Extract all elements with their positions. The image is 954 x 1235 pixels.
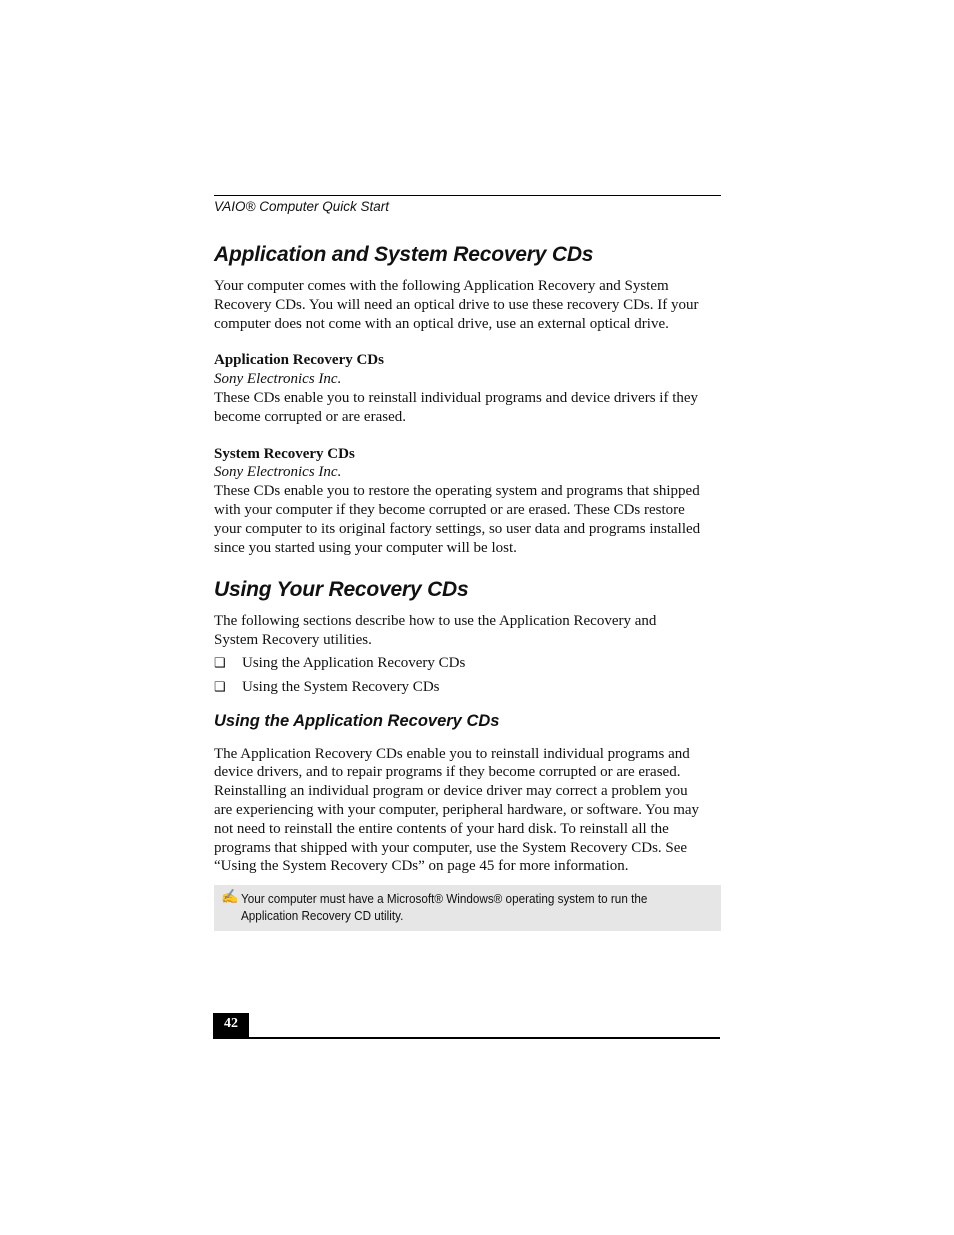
text-line: computer does not come with an optical drive, use an external optical drive. xyxy=(214,315,669,332)
entry-publisher: Sony Electronics Inc. xyxy=(214,371,342,388)
list-item-text: Using the Application Recovery CDs xyxy=(242,654,466,671)
note-line: Application Recovery CD utility. xyxy=(240,908,404,924)
text-line: with your computer if they become corrupted or are erased. These CDs restore xyxy=(214,501,685,518)
page-footer xyxy=(213,1013,720,1039)
checkbox-bullet-icon: ❑ xyxy=(214,678,226,694)
text-line: become corrupted or are erased. xyxy=(214,408,406,425)
text-line: not need to reinstall the entire contents of your hard disk. To reinstall all the xyxy=(214,820,669,837)
section1-intro xyxy=(214,277,721,333)
page-number: 42 xyxy=(213,1013,249,1037)
entry-title: Application Recovery CDs xyxy=(214,352,384,369)
text-line: The following sections describe how to use the Application Recovery and xyxy=(214,613,657,630)
note-pencil-icon: ✍ xyxy=(221,890,239,906)
text-line: “Using the System Recovery CDs” on page 45 for more information. xyxy=(214,858,629,875)
header-rule xyxy=(214,195,721,196)
page-content xyxy=(214,195,721,931)
text-line: since you started using your computer will be lost. xyxy=(214,539,517,556)
system-recovery-entry xyxy=(214,445,721,558)
text-line: The Application Recovery CDs enable you to reinstall individual programs and xyxy=(214,745,690,762)
text-line: These CDs enable you to restore the operating system and programs that shipped xyxy=(214,483,700,500)
section2-bullet-list xyxy=(214,654,721,697)
entry-publisher: Sony Electronics Inc. xyxy=(214,464,342,481)
section-title-recovery-cds: Application and System Recovery CDs xyxy=(214,243,594,266)
checkbox-bullet-icon: ❑ xyxy=(214,654,226,670)
text-line: are experiencing with your computer, peripheral hardware, or software. You may xyxy=(214,801,700,818)
application-recovery-entry xyxy=(214,351,721,426)
list-item xyxy=(214,678,721,697)
note-text xyxy=(241,890,666,924)
running-head: VAIO® Computer Quick Start xyxy=(214,199,390,214)
text-line: System Recovery utilities. xyxy=(214,632,372,649)
section2-intro xyxy=(214,612,721,650)
section-title-using-recovery-cds: Using Your Recovery CDs xyxy=(214,578,469,602)
section3-body xyxy=(214,745,721,877)
text-line: Your computer comes with the following Application Recovery and System xyxy=(214,278,669,294)
subsection-title-application-recovery: Using the Application Recovery CDs xyxy=(214,711,500,730)
text-line: Reinstalling an individual program or device driver may correct a problem you xyxy=(214,783,688,800)
note-box xyxy=(214,885,721,931)
text-line: These CDs enable you to reinstall individual programs and device drivers if they xyxy=(214,389,699,406)
note-line: Your computer must have a Microsoft® Windows® operating system to run the xyxy=(240,891,648,907)
list-item-text: Using the System Recovery CDs xyxy=(242,678,440,695)
text-line: device drivers, and to repair programs if they become corrupted or are erased. xyxy=(214,764,681,781)
text-line: Recovery CDs. You will need an optical drive to use these recovery CDs. If your xyxy=(214,296,699,313)
text-line: your computer to its original factory settings, so user data and programs installed xyxy=(214,520,701,537)
list-item xyxy=(214,654,721,673)
entry-title: System Recovery CDs xyxy=(214,445,355,462)
text-line: programs that shipped with your computer, use the System Recovery CDs. See xyxy=(214,839,688,856)
